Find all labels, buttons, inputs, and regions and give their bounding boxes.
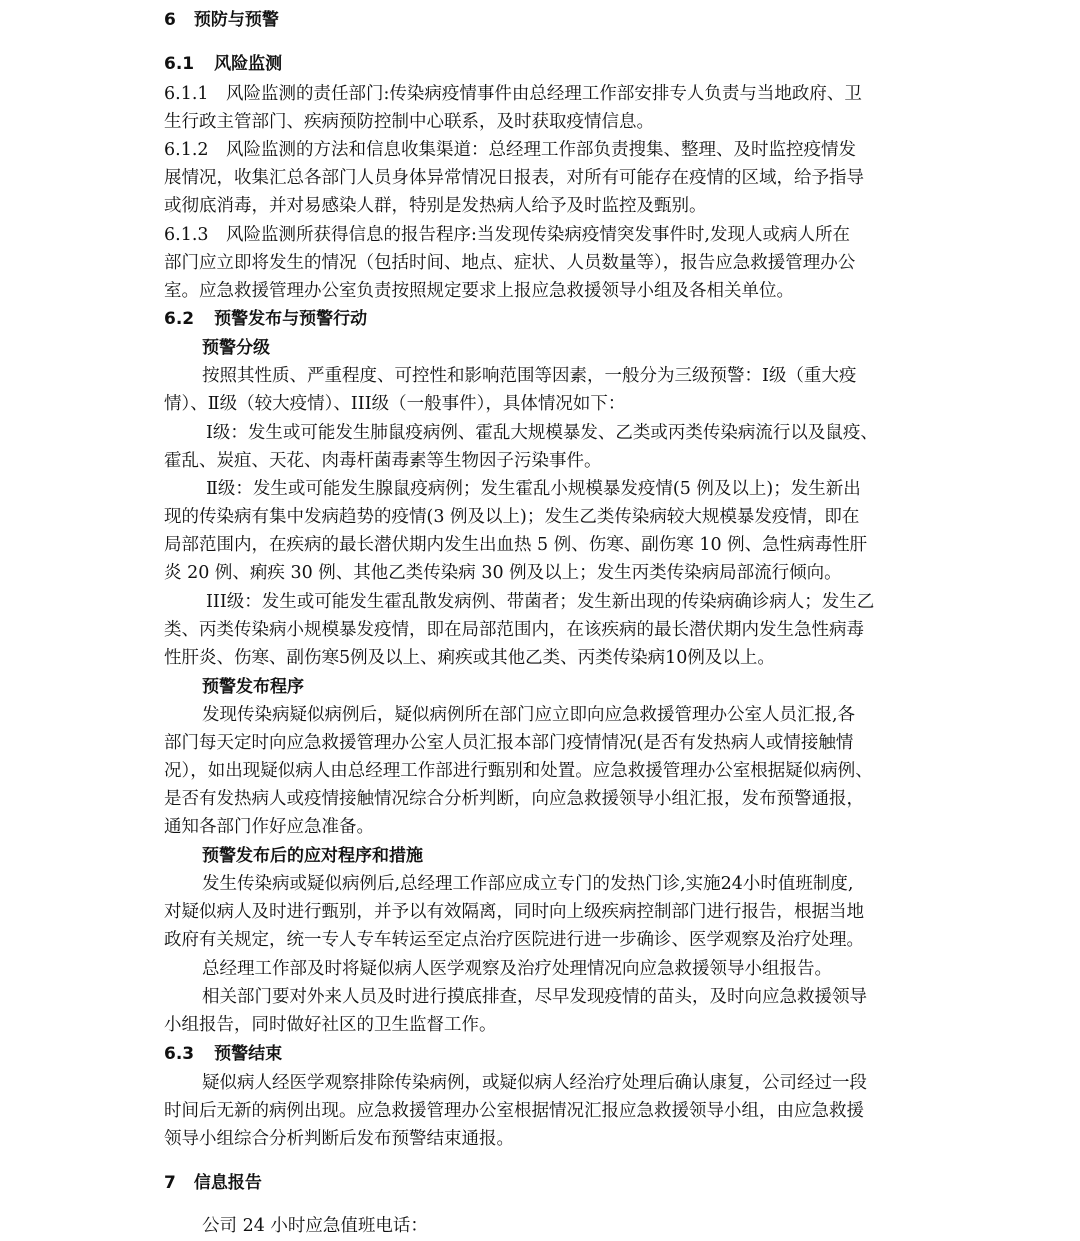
paragraph-warning-end-line: 疑似病人经医学观察排除传染病例，或疑似病人经治疗处理后确认康复，公司经过一段 xyxy=(202,1073,867,1093)
paragraph-response-screening-line: 相关部门要对外来人员及时进行摸底排查，尽早发现疫情的苗头，及时向应急救援领导 xyxy=(202,987,867,1007)
paragraph-hotline: 公司 24 小时应急值班电话： xyxy=(202,1216,428,1236)
paragraph-level-2-line: 现的传染病有集中发病趋势的疫情(3 例及以上)；发生乙类传染病较大规模暴发疫情，即在 xyxy=(164,507,860,527)
section-7-heading xyxy=(164,1171,262,1195)
paragraph-warning-end-line: 领导小组综合分析判断后发布预警结束通报。 xyxy=(164,1129,514,1149)
paragraph-grading-line: 按照其性质、严重程度、可控性和影响范围等因素，一般分为三级预警：Ⅰ级（重大疫 xyxy=(202,366,857,386)
paragraph-release-line: 发现传染病疑似病例后，疑似病例所在部门应立即向应急救援管理办公室人员汇报,各 xyxy=(202,705,856,725)
section-title: 预警结束 xyxy=(214,1044,283,1064)
section-title: 预防与预警 xyxy=(193,10,279,30)
subheading-warning-release: 预警发布程序 xyxy=(202,677,304,697)
paragraph-level-1-line: 霍乱、炭疽、天花、肉毒杆菌毒素等生物因子污染事件。 xyxy=(164,451,602,471)
paragraph-level-2-line: 炎 20 例、痢疾 30 例、其他乙类传染病 30 例及以上；发生丙类传染病局部流行倾向。 xyxy=(164,563,842,583)
section-title: 预警发布与预警行动 xyxy=(214,309,368,329)
paragraph-6-1-3-line: 室。应急救援管理办公室负责按照规定要求上报应急救援领导小组及各相关单位。 xyxy=(164,281,794,301)
section-number: 6.2 xyxy=(164,309,195,329)
section-number: 7 xyxy=(164,1173,176,1193)
section-title: 风险监测 xyxy=(214,54,283,74)
paragraph-6-1-2-line: 展情况，收集汇总各部门人员身体异常情况日报表，对所有可能存在疫情的区域，给予指导 xyxy=(164,168,864,188)
subheading-response-measures: 预警发布后的应对程序和措施 xyxy=(202,846,423,866)
section-6-1-heading xyxy=(164,52,282,76)
paragraph-level-3-line: 性肝炎、伤寒、副伤寒5例及以上、痢疾或其他乙类、丙类传染病10例及以上。 xyxy=(164,648,775,668)
paragraph-level-3-line: III级：发生或可能发生霍乱散发病例、带菌者；发生新出现的传染病确诊病人；发生乙 xyxy=(206,592,875,612)
paragraph-6-1-1-line: 6.1.1 风险监测的责任部门:传染病疫情事件由总经理工作部安排专人负责与当地政府、卫 xyxy=(164,84,862,104)
section-title: 信息报告 xyxy=(193,1173,262,1193)
paragraph-level-1-line: Ⅰ级：发生或可能发生肺鼠疫病例、霍乱大规模暴发、乙类或丙类传染病流行以及鼠疫、 xyxy=(206,423,878,443)
paragraph-6-1-1-line: 生行政主管部门、疾病预防控制中心联系，及时获取疫情信息。 xyxy=(164,112,654,132)
paragraph-6-1-2-line: 或彻底消毒，并对易感染人群，特别是发热病人给予及时监控及甄别。 xyxy=(164,196,707,216)
paragraph-grading-line: 情）、Ⅱ级（较大疫情）、III级（一般事件），具体情况如下： xyxy=(164,394,626,414)
paragraph-level-3-line: 类、丙类传染病小规模暴发疫情，即在局部范围内，在该疾病的最长潜伏期内发生急性病毒 xyxy=(164,620,864,640)
paragraph-level-2-line: Ⅱ级：发生或可能发生腺鼠疫病例；发生霍乱小规模暴发疫情(5 例及以上)；发生新出 xyxy=(206,479,861,499)
paragraph-response-line: 发生传染病或疑似病例后,总经理工作部应成立专门的发热门诊,实施24小时值班制度, xyxy=(202,874,854,894)
paragraph-warning-end-line: 时间后无新的病例出现。应急救援管理办公室根据情况汇报应急救援领导小组，由应急救援 xyxy=(164,1101,864,1121)
paragraph-response-report: 总经理工作部及时将疑似病人医学观察及治疗处理情况向应急救援领导小组报告。 xyxy=(202,959,832,979)
paragraph-response-line: 政府有关规定，统一专人专车转运至定点治疗医院进行进一步确诊、医学观察及治疗处理。 xyxy=(164,930,864,950)
subheading-warning-grading: 预警分级 xyxy=(202,338,270,358)
paragraph-release-line: 是否有发热病人或疫情接触情况综合分析判断，向应急救援领导小组汇报，发布预警通报， xyxy=(164,789,864,809)
paragraph-response-line: 对疑似病人及时进行甄别，并予以有效隔离，同时向上级疾病控制部门进行报告，根据当地 xyxy=(164,902,864,922)
paragraph-response-screening-line: 小组报告，同时做好社区的卫生监督工作。 xyxy=(164,1015,497,1035)
paragraph-release-line: 况），如出现疑似病人由总经理工作部进行甄别和处置。应急救援管理办公室根据疑似病例、 xyxy=(164,761,873,781)
section-number: 6 xyxy=(164,10,176,30)
paragraph-release-line: 部门每天定时向应急救援管理办公室人员汇报本部门疫情情况(是否有发热病人或情接触情 xyxy=(164,733,854,753)
paragraph-release-line: 通知各部门作好应急准备。 xyxy=(164,817,374,837)
section-number: 6.3 xyxy=(164,1044,195,1064)
paragraph-6-1-3-line: 部门应立即将发生的情况（包括时间、地点、症状、人员数量等），报告应急救援管理办公 xyxy=(164,253,856,273)
section-number: 6.1 xyxy=(164,54,195,74)
section-6-2-heading xyxy=(164,307,367,331)
section-6-3-heading xyxy=(164,1042,282,1066)
section-6-heading xyxy=(164,8,279,32)
paragraph-6-1-2-line: 6.1.2 风险监测的方法和信息收集渠道：总经理工作部负责搜集、整理、及时监控疫情发 xyxy=(164,140,857,160)
paragraph-level-2-line: 局部范围内，在疾病的最长潜伏期内发生出血热 5 例、伤寒、副伤寒 10 例、急性病毒性肝 xyxy=(164,535,868,555)
paragraph-6-1-3-line: 6.1.3 风险监测所获得信息的报告程序:当发现传染病疫情突发事件时,发现人或病人所在 xyxy=(164,225,850,245)
